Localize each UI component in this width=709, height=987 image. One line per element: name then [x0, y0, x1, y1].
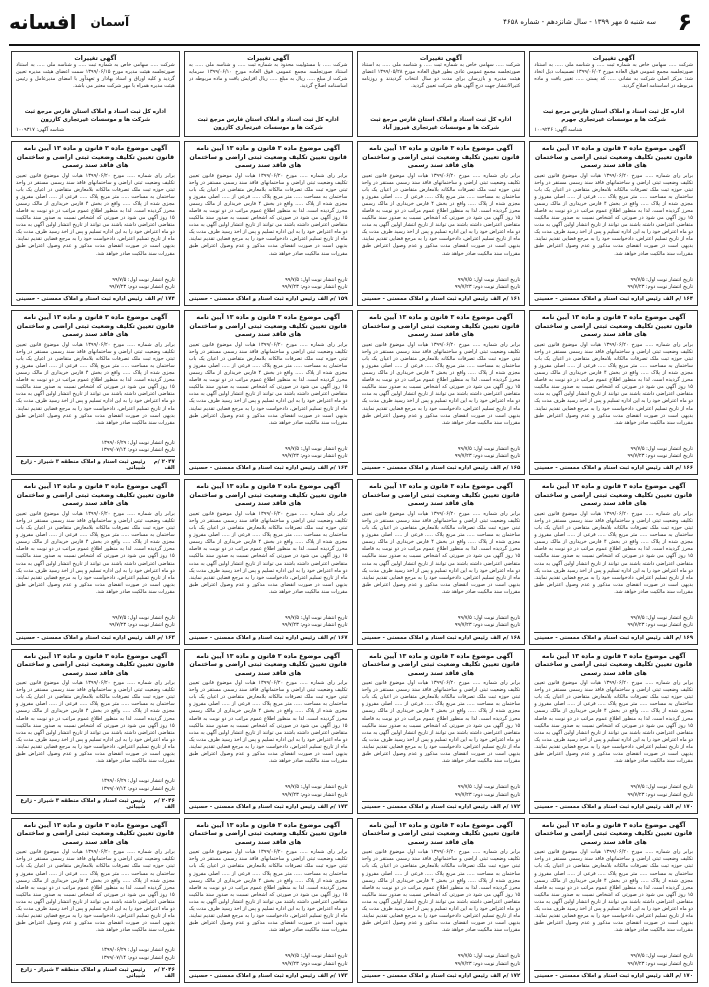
- ad-title: آگهی موضوع ماده ۳ قانون و ماده ۱۳ آیین نامه قانون تعیین تکلیف وضعیت ثبتی اراضی و ساختمان های فاقد سند رسمی: [16, 821, 175, 846]
- ad-signer: رئیس اداره ثبت اسناد و املاک ممسنی - حسینی: [534, 465, 661, 472]
- ad-footer: [534, 293, 693, 302]
- ad-dates: [16, 778, 175, 793]
- ad-dates: [534, 784, 693, 799]
- ad-code: ۲۰۴۶ /م الف: [153, 966, 175, 979]
- second-publish-date: تاریخ انتشار نوبت دوم: ۹۹/۷/۲۳: [454, 453, 521, 460]
- ad-body: برابر رای شماره ..... مورخ ۱۳۹۹/۰۶/۲۰ هیات اول موضوع قانون تعیین تکلیف وضعیت ثبتی اراضی و ساختمانهای فاقد سند رسمی مستقر در واحد ثبتی حوزه ثبت ملک تصرفات مالکانه بلامعارض متقاضی در اعیان یک باب ساختمان به مساحت ..... متر مربع پلاک ..... فرعی از ..... اصلی مفروز و مجزی شده از پلاک ..... واقع در بخش ۴ فارس خریداری از مالک رسمی محرز گردیده است. لذا به منظور اطلاع عموم مراتب در دو نوبت به فاصله ۱۵ روز آگهی می شود در صورتی که اشخاص نسبت به صدور سند مالکیت متقاضی اعتراضی داشته باشند می توانند از تاریخ انتشار اولین آگهی به مدت دو ماه اعتراض خود را به این اداره تسلیم و پس از اخذ رسید ظرف مدت یک ماه از تاریخ تسلیم اعتراض، دادخواست خود را به مرجع قضایی تقدیم نمایند. بدیهی است در صورت انقضای مدت مذکور و عدم وصول اعتراض طبق مقررات سند مالکیت صادر خواهد شد.: [534, 680, 693, 765]
- ad-footer: [534, 970, 693, 979]
- ad-dates: [362, 615, 521, 630]
- first-publish-date: تاریخ انتشار نوبت اول: ۹۹/۷/۵: [457, 445, 521, 452]
- masthead-center: [76, 15, 670, 29]
- ad-title: آگهی موضوع ماده ۳ قانون و ماده ۱۳ آیین نامه قانون تعیین تکلیف وضعیت ثبتی اراضی و ساختمان های فاقد سند رسمی: [189, 314, 347, 339]
- ad-signer: رئیس اداره ثبت اسناد و املاک ممسنی - حسینی: [361, 634, 488, 641]
- legal-notice: [529, 649, 698, 814]
- ad-code: ۱۷۰ /م الف: [663, 972, 693, 979]
- legal-notice: [357, 141, 526, 306]
- ad-body: برابر رای شماره ..... مورخ ۱۳۹۹/۰۶/۲۰ هیات اول موضوع قانون تعیین تکلیف وضعیت ثبتی اراضی و ساختمانهای فاقد سند رسمی مستقر در واحد ثبتی حوزه ثبت ملک تصرفات مالکانه بلامعارض متقاضی در اعیان یک باب ساختمان به مساحت ..... متر مربع پلاک ..... فرعی از ..... اصلی مفروز و مجزی شده از پلاک ..... واقع در بخش ۴ فارس خریداری از مالک رسمی محرز گردیده است. لذا به منظور اطلاع عموم مراتب در دو نوبت به فاصله ۱۵ روز آگهی می شود در صورتی که اشخاص نسبت به صدور سند مالکیت متقاضی اعتراضی داشته باشند می توانند از تاریخ انتشار اولین آگهی به مدت دو ماه اعتراض خود را به این اداره تسلیم و پس از اخذ رسید ظرف مدت یک ماه از تاریخ تسلیم اعتراض، دادخواست خود را به مرجع قضایی تقدیم نمایند. بدیهی است در صورت انقضای مدت مذکور و عدم وصول اعتراض طبق مقررات سند مالکیت صادر خواهد شد.: [188, 341, 348, 426]
- ad-body: برابر رای شماره ..... مورخ ۱۳۹۹/۰۶/۲۰ هیات اول موضوع قانون تعیین تکلیف وضعیت ثبتی اراضی و ساختمانهای فاقد سند رسمی مستقر در واحد ثبتی حوزه ثبت ملک تصرفات مالکانه بلامعارض متقاضی در اعیان یک باب ساختمان به مساحت ..... متر مربع پلاک ..... فرعی از ..... اصلی مفروز و مجزی شده از پلاک ..... واقع در بخش ۴ فارس خریداری از مالک رسمی محرز گردیده است. لذا به منظور اطلاع عموم مراتب در دو نوبت به فاصله ۱۵ روز آگهی می شود در صورتی که اشخاص نسبت به صدور سند مالکیت متقاضی اعتراضی داشته باشند می توانند از تاریخ انتشار اولین آگهی به مدت دو ماه اعتراض خود را به این اداره تسلیم و پس از اخذ رسید ظرف مدت یک ماه از تاریخ تسلیم اعتراض، دادخواست خود را به مرجع قضایی تقدیم نمایند. بدیهی است در صورت انقضای مدت مذکور و عدم وصول اعتراض طبق مقررات سند مالکیت صادر خواهد شد.: [534, 510, 693, 595]
- ad-body: برابر رای شماره ..... مورخ ۱۳۹۹/۰۶/۲۰ هیات اول موضوع قانون تعیین تکلیف وضعیت ثبتی اراضی و ساختمانهای فاقد سند رسمی مستقر در واحد ثبتی حوزه ثبت ملک تصرفات مالکانه بلامعارض متقاضی در اعیان یک باب ساختمان به مساحت ..... متر مربع پلاک ..... فرعی از ..... اصلی مفروز و مجزی شده از پلاک ..... واقع در بخش ۴ فارس خریداری از مالک رسمی محرز گردیده است. لذا به منظور اطلاع عموم مراتب در دو نوبت به فاصله ۱۵ روز آگهی می شود در صورتی که اشخاص نسبت به صدور سند مالکیت متقاضی اعتراضی داشته باشند می توانند از تاریخ انتشار اولین آگهی به مدت دو ماه اعتراض خود را به این اداره تسلیم و پس از اخذ رسید ظرف مدت یک ماه از تاریخ تسلیم اعتراض، دادخواست خود را به مرجع قضایی تقدیم نمایند. بدیهی است در صورت انقضای مدت مذکور و عدم وصول اعتراض طبق مقررات سند مالکیت صادر خواهد شد.: [16, 172, 175, 257]
- ad-dates: [534, 277, 693, 292]
- second-publish-date: تاریخ انتشار نوبت دوم: ۱۳۹۹/۰۷/۱۴: [101, 447, 175, 454]
- ad-footer: [362, 462, 521, 471]
- ad-dates: [362, 953, 521, 968]
- ad-dates: [362, 277, 521, 292]
- ad-signer: رئیس اداره ثبت اسناد و املاک ممسنی - حسینی: [361, 972, 488, 979]
- ad-signer: رئیس اداره ثبت اسناد و املاک ممسنی - حسینی: [188, 972, 316, 979]
- first-publish-date: تاریخ انتشار نوبت اول: ۹۹/۷/۵: [630, 276, 693, 283]
- legal-notice: [11, 310, 180, 475]
- ad-footer: [16, 293, 175, 302]
- second-publish-date: تاریخ انتشار نوبت دوم: ۹۹/۷/۲۳: [454, 283, 521, 290]
- ad-title: آگهی موضوع ماده ۳ قانون و ماده ۱۳ آیین نامه قانون تعیین تکلیف وضعیت ثبتی اراضی و ساختمان های فاقد سند رسمی: [534, 145, 693, 169]
- legal-notice: [357, 818, 526, 983]
- ad-issuer: اداره کل ثبت اسناد و املاک استان فارس مرجع ثبت شرکت ها و موسسات غیرتجاری فیروز آباد: [370, 117, 512, 132]
- second-publish-date: تاریخ انتشار نوبت دوم: ۹۹/۷/۲۳: [282, 960, 348, 967]
- ad-body: برابر رای شماره ..... مورخ ۱۳۹۹/۰۶/۲۰ هیات اول موضوع قانون تعیین تکلیف وضعیت ثبتی اراضی و ساختمانهای فاقد سند رسمی مستقر در واحد ثبتی حوزه ثبت ملک تصرفات مالکانه بلامعارض متقاضی در اعیان یک باب ساختمان به مساحت ..... متر مربع پلاک ..... فرعی از ..... اصلی مفروز و مجزی شده از پلاک ..... واقع در بخش ۴ فارس خریداری از مالک رسمی محرز گردیده است. لذا به منظور اطلاع عموم مراتب در دو نوبت به فاصله ۱۵ روز آگهی می شود در صورتی که اشخاص نسبت به صدور سند مالکیت متقاضی اعتراضی داشته باشند می توانند از تاریخ انتشار اولین آگهی به مدت دو ماه اعتراض خود را به این اداره تسلیم و پس از اخذ رسید ظرف مدت یک ماه از تاریخ تسلیم اعتراض، دادخواست خود را به مرجع قضایی تقدیم نمایند. بدیهی است در صورت انقضای مدت مذکور و عدم وصول اعتراض طبق مقررات سند مالکیت صادر خواهد شد.: [188, 172, 348, 257]
- ad-signer: رئیس اداره ثبت اسناد و املاک ممسنی - حسینی: [534, 972, 661, 979]
- issue-line: سه شنبه ۵ مهر ۱۳۹۹ - سال شانزدهم - شماره ۴۶۵۸: [503, 18, 656, 26]
- legal-notice: [184, 818, 353, 983]
- first-publish-date: تاریخ انتشار نوبت اول: ۹۹/۷/۵: [457, 276, 521, 283]
- ad-body: برابر رای شماره ..... مورخ ۱۳۹۹/۰۶/۲۰ هیات اول موضوع قانون تعیین تکلیف وضعیت ثبتی اراضی و ساختمانهای فاقد سند رسمی مستقر در واحد ثبتی حوزه ثبت ملک تصرفات مالکانه بلامعارض متقاضی در اعیان یک باب ساختمان به مساحت ..... متر مربع پلاک ..... فرعی از ..... اصلی مفروز و مجزی شده از پلاک ..... واقع در بخش ۴ فارس خریداری از مالک رسمی محرز گردیده است. لذا به منظور اطلاع عموم مراتب در دو نوبت به فاصله ۱۵ روز آگهی می شود در صورتی که اشخاص نسبت به صدور سند مالکیت متقاضی اعتراضی داشته باشند می توانند از تاریخ انتشار اولین آگهی به مدت دو ماه اعتراض خود را به این اداره تسلیم و پس از اخذ رسید ظرف مدت یک ماه از تاریخ تسلیم اعتراض، دادخواست خود را به مرجع قضایی تقدیم نمایند. بدیهی است در صورت انقضای مدت مذکور و عدم وصول اعتراض طبق مقررات سند مالکیت صادر خواهد شد.: [188, 849, 348, 934]
- ad-title: آگهی موضوع ماده ۳ قانون و ماده ۱۳ آیین نامه قانون تعیین تکلیف وضعیت ثبتی اراضی و ساختمان های فاقد سند رسمی: [16, 145, 175, 169]
- ad-title: آگهی موضوع ماده ۳ قانون و ماده ۱۳ آیین نامه قانون تعیین تکلیف وضعیت ثبتی اراضی و ساختمان های فاقد سند رسمی: [534, 821, 693, 846]
- ad-issuer: اداره کل ثبت اسناد و املاک استان فارس مرجع ثبت شرکت ها و موسسات غیرتجاری کازرون: [197, 117, 339, 132]
- legal-notice: [357, 479, 526, 644]
- ad-dates: [16, 947, 175, 962]
- ad-title: آگهی موضوع ماده ۳ قانون و ماده ۱۳ آیین نامه قانون تعیین تکلیف وضعیت ثبتی اراضی و ساختمان های فاقد سند رسمی: [362, 483, 520, 508]
- ad-code: ۱۷۰ /م الف: [663, 803, 693, 810]
- ad-body: برابر رای شماره ..... مورخ ۱۳۹۹/۰۶/۲۰ هیات اول موضوع قانون تعیین تکلیف وضعیت ثبتی اراضی و ساختمانهای فاقد سند رسمی مستقر در واحد ثبتی حوزه ثبت ملک تصرفات مالکانه بلامعارض متقاضی در اعیان یک باب ساختمان به مساحت ..... متر مربع پلاک ..... فرعی از ..... اصلی مفروز و مجزی شده از پلاک ..... واقع در بخش ۴ فارس خریداری از مالک رسمی محرز گردیده است. لذا به منظور اطلاع عموم مراتب در دو نوبت به فاصله ۱۵ روز آگهی می شود در صورتی که اشخاص نسبت به صدور سند مالکیت متقاضی اعتراضی داشته باشند می توانند از تاریخ انتشار اولین آگهی به مدت دو ماه اعتراض خود را به این اداره تسلیم و پس از اخذ رسید ظرف مدت یک ماه از تاریخ تسلیم اعتراض، دادخواست خود را به مرجع قضایی تقدیم نمایند. بدیهی است در صورت انقضای مدت مذکور و عدم وصول اعتراض طبق مقررات سند مالکیت صادر خواهد شد.: [361, 849, 521, 934]
- ad-title: آگهی موضوع ماده ۳ قانون و ماده ۱۳ آیین نامه قانون تعیین تکلیف وضعیت ثبتی اراضی و ساختمان های فاقد سند رسمی: [189, 821, 347, 846]
- first-publish-date: تاریخ انتشار نوبت اول: ۹۹/۷/۵: [112, 276, 175, 283]
- second-publish-date: تاریخ انتشار نوبت دوم: ۹۹/۷/۲۳: [282, 791, 348, 798]
- ad-signer: رئیس اداره ثبت اسناد و املاک ممسنی - حسینی: [361, 296, 488, 303]
- ad-body: برابر رای شماره ..... مورخ ۱۳۹۹/۰۶/۲۰ هیات اول موضوع قانون تعیین تکلیف وضعیت ثبتی اراضی و ساختمانهای فاقد سند رسمی مستقر در واحد ثبتی حوزه ثبت ملک تصرفات مالکانه بلامعارض متقاضی در اعیان یک باب ساختمان به مساحت ..... متر مربع پلاک ..... فرعی از ..... اصلی مفروز و مجزی شده از پلاک ..... واقع در بخش ۴ فارس خریداری از مالک رسمی محرز گردیده است. لذا به منظور اطلاع عموم مراتب در دو نوبت به فاصله ۱۵ روز آگهی می شود در صورتی که اشخاص نسبت به صدور سند مالکیت متقاضی اعتراضی داشته باشند می توانند از تاریخ انتشار اولین آگهی به مدت دو ماه اعتراض خود را به این اداره تسلیم و پس از اخذ رسید ظرف مدت یک ماه از تاریخ تسلیم اعتراض، دادخواست خود را به مرجع قضایی تقدیم نمایند. بدیهی است در صورت انقضای مدت مذکور و عدم وصول اعتراض طبق مقررات سند مالکیت صادر خواهد شد.: [361, 341, 521, 426]
- ads-grid: [9, 49, 700, 985]
- first-publish-date: تاریخ انتشار نوبت اول: ۹۹/۷/۵: [284, 615, 348, 622]
- legal-notice: [357, 310, 526, 475]
- ad-footer: [16, 456, 175, 471]
- ad-title: آگهی موضوع ماده ۳ قانون و ماده ۱۳ آیین نامه قانون تعیین تکلیف وضعیت ثبتی اراضی و ساختمان های فاقد سند رسمی: [189, 483, 347, 508]
- ad-dates: [16, 615, 175, 630]
- newspaper-logo: افسانه: [9, 10, 77, 34]
- ad-footer: [16, 964, 175, 979]
- ad-body: شرکت ..... سهامی خاص به شماره ثبت ..... و شناسه ملی ..... به استناد صورتجلسه هیئت مدیره مورخ ۱۳۹۹/۰۶/۱۵ سمت اعضای هیئت مدیره تعیین گردید و کلیه اوراق و اسناد بهادار و تعهدآور با امضای مدیرعامل و رئیس هیئت مدیره همراه با مهر شرکت معتبر می باشد.: [16, 62, 175, 90]
- ad-footer: [534, 462, 693, 471]
- ad-code: ۲۰۴۶ /م الف: [153, 797, 175, 810]
- second-publish-date: تاریخ انتشار نوبت دوم: ۹۹/۷/۲۳: [627, 283, 693, 290]
- ad-footer: [189, 970, 348, 979]
- ad-footer: [189, 462, 348, 471]
- ad-code: ۱۷۳ /م الف: [317, 972, 348, 979]
- ad-signer: رئیس اداره ثبت اسناد و املاک ممسنی - حسینی: [361, 465, 488, 472]
- ad-body: شرکت ..... سهامی خاص به شماره ثبت ..... و شناسه ملی ..... به استناد صورتجلسه مجمع عمومی فوق العاده مورخ ۱۳۹۹/۰۶/۰۲ تصمیمات ذیل اتخاذ شد: مرکز اصلی شرکت به نشانی ..... کد پستی ..... تغییر یافت و ماده مربوطه در اساسنامه اصلاح گردید.: [534, 62, 693, 90]
- ad-footer: [362, 970, 521, 979]
- ad-body: برابر رای شماره ..... مورخ ۱۳۹۹/۰۶/۲۰ هیات اول موضوع قانون تعیین تکلیف وضعیت ثبتی اراضی و ساختمانهای فاقد سند رسمی مستقر در واحد ثبتی حوزه ثبت ملک تصرفات مالکانه بلامعارض متقاضی در اعیان یک باب ساختمان به مساحت ..... متر مربع پلاک ..... فرعی از ..... اصلی مفروز و مجزی شده از پلاک ..... واقع در بخش ۴ فارس خریداری از مالک رسمی محرز گردیده است. لذا به منظور اطلاع عموم مراتب در دو نوبت به فاصله ۱۵ روز آگهی می شود در صورتی که اشخاص نسبت به صدور سند مالکیت متقاضی اعتراضی داشته باشند می توانند از تاریخ انتشار اولین آگهی به مدت دو ماه اعتراض خود را به این اداره تسلیم و پس از اخذ رسید ظرف مدت یک ماه از تاریخ تسلیم اعتراض، دادخواست خود را به مرجع قضایی تقدیم نمایند. بدیهی است در صورت انقضای مدت مذکور و عدم وصول اعتراض طبق مقررات سند مالکیت صادر خواهد شد.: [16, 849, 175, 934]
- ad-dates: [16, 440, 175, 455]
- ad-code: ۱۷۲ /م الف: [490, 972, 521, 979]
- legal-notice: [184, 649, 353, 814]
- legal-notice: [184, 479, 353, 644]
- masthead: [9, 0, 700, 46]
- first-publish-date: تاریخ انتشار نوبت اول: ۹۹/۷/۵: [112, 615, 175, 622]
- ad-signer: رئیس ثبت اسناد و املاک منطقه ۳ شیراز - زارع شیبانی: [20, 966, 146, 979]
- ad-signer: رئیس اداره ثبت اسناد و املاک ممسنی - حسینی: [534, 296, 661, 303]
- legal-notice: [11, 649, 180, 814]
- first-publish-date: تاریخ انتشار نوبت اول: ۱۳۹۹/۰۶/۲۹: [101, 778, 175, 785]
- ad-title: آگهی موضوع ماده ۳ قانون و ماده ۱۳ آیین نامه قانون تعیین تکلیف وضعیت ثبتی اراضی و ساختمان های فاقد سند رسمی: [534, 483, 693, 508]
- ad-body: برابر رای شماره ..... مورخ ۱۳۹۹/۰۶/۲۰ هیات اول موضوع قانون تعیین تکلیف وضعیت ثبتی اراضی و ساختمانهای فاقد سند رسمی مستقر در واحد ثبتی حوزه ثبت ملک تصرفات مالکانه بلامعارض متقاضی در اعیان یک باب ساختمان به مساحت ..... متر مربع پلاک ..... فرعی از ..... اصلی مفروز و مجزی شده از پلاک ..... واقع در بخش ۴ فارس خریداری از مالک رسمی محرز گردیده است. لذا به منظور اطلاع عموم مراتب در دو نوبت به فاصله ۱۵ روز آگهی می شود در صورتی که اشخاص نسبت به صدور سند مالکیت متقاضی اعتراضی داشته باشند می توانند از تاریخ انتشار اولین آگهی به مدت دو ماه اعتراض خود را به این اداره تسلیم و پس از اخذ رسید ظرف مدت یک ماه از تاریخ تسلیم اعتراض، دادخواست خود را به مرجع قضایی تقدیم نمایند. بدیهی است در صورت انقضای مدت مذکور و عدم وصول اعتراض طبق مقررات سند مالکیت صادر خواهد شد.: [534, 849, 693, 934]
- ad-body: شرکت ..... سهامی خاص به شماره ثبت ..... و شناسه ملی ..... به استناد صورتجلسه مجمع عمومی عادی بطور فوق العاده مورخ ۱۳۹۹/۰۵/۲۸ اعضای هیئت مدیره و بازرسان برای مدت دو سال انتخاب گردیدند و روزنامه کثیرالانتشار جهت درج آگهی های شرکت تعیین گردید.: [361, 62, 521, 90]
- ad-footer: [16, 632, 175, 641]
- ad-title: آگهی موضوع ماده ۳ قانون و ماده ۱۳ آیین نامه قانون تعیین تکلیف وضعیت ثبتی اراضی و ساختمان های فاقد سند رسمی: [16, 483, 175, 508]
- ad-title: آگهی موضوع ماده ۳ قانون و ماده ۱۳ آیین نامه قانون تعیین تکلیف وضعیت ثبتی اراضی و ساختمان های فاقد سند رسمی: [362, 145, 520, 169]
- ad-body: برابر رای شماره ..... مورخ ۱۳۹۹/۰۶/۲۰ هیات اول موضوع قانون تعیین تکلیف وضعیت ثبتی اراضی و ساختمانهای فاقد سند رسمی مستقر در واحد ثبتی حوزه ثبت ملک تصرفات مالکانه بلامعارض متقاضی در اعیان یک باب ساختمان به مساحت ..... متر مربع پلاک ..... فرعی از ..... اصلی مفروز و مجزی شده از پلاک ..... واقع در بخش ۴ فارس خریداری از مالک رسمی محرز گردیده است. لذا به منظور اطلاع عموم مراتب در دو نوبت به فاصله ۱۵ روز آگهی می شود در صورتی که اشخاص نسبت به صدور سند مالکیت متقاضی اعتراضی داشته باشند می توانند از تاریخ انتشار اولین آگهی به مدت دو ماه اعتراض خود را به این اداره تسلیم و پس از اخذ رسید ظرف مدت یک ماه از تاریخ تسلیم اعتراض، دادخواست خود را به مرجع قضایی تقدیم نمایند. بدیهی است در صورت انقضای مدت مذکور و عدم وصول اعتراض طبق مقررات سند مالکیت صادر خواهد شد.: [16, 341, 175, 426]
- second-publish-date: تاریخ انتشار نوبت دوم: ۹۹/۷/۲۳: [454, 960, 521, 967]
- legal-notice: [357, 649, 526, 814]
- ad-title: آگهی تغییرات: [247, 55, 290, 62]
- ad-dates: [189, 784, 348, 799]
- ad-footer: [189, 801, 348, 810]
- page-number: ۶: [677, 8, 693, 36]
- first-publish-date: تاریخ انتشار نوبت اول: ۹۹/۷/۵: [457, 784, 521, 791]
- ad-footer: [362, 632, 521, 641]
- ad-dates: [534, 953, 693, 968]
- first-publish-date: تاریخ انتشار نوبت اول: ۱۳۹۹/۰۶/۲۹: [101, 947, 175, 954]
- ad-footer: [362, 293, 521, 302]
- ad-footer: [16, 795, 175, 810]
- ad-dates: [189, 277, 348, 292]
- ad-body: برابر رای شماره ..... مورخ ۱۳۹۹/۰۶/۲۰ هیات اول موضوع قانون تعیین تکلیف وضعیت ثبتی اراضی و ساختمانهای فاقد سند رسمی مستقر در واحد ثبتی حوزه ثبت ملک تصرفات مالکانه بلامعارض متقاضی در اعیان یک باب ساختمان به مساحت ..... متر مربع پلاک ..... فرعی از ..... اصلی مفروز و مجزی شده از پلاک ..... واقع در بخش ۴ فارس خریداری از مالک رسمی محرز گردیده است. لذا به منظور اطلاع عموم مراتب در دو نوبت به فاصله ۱۵ روز آگهی می شود در صورتی که اشخاص نسبت به صدور سند مالکیت متقاضی اعتراضی داشته باشند می توانند از تاریخ انتشار اولین آگهی به مدت دو ماه اعتراض خود را به این اداره تسلیم و پس از اخذ رسید ظرف مدت یک ماه از تاریخ تسلیم اعتراض، دادخواست خود را به مرجع قضایی تقدیم نمایند. بدیهی است در صورت انقضای مدت مذکور و عدم وصول اعتراض طبق مقررات سند مالکیت صادر خواهد شد.: [16, 680, 175, 765]
- first-publish-date: تاریخ انتشار نوبت اول: ۹۹/۷/۵: [630, 615, 693, 622]
- second-publish-date: تاریخ انتشار نوبت دوم: ۹۹/۷/۲۳: [627, 622, 693, 629]
- second-publish-date: تاریخ انتشار نوبت دوم: ۹۹/۷/۲۳: [109, 622, 175, 629]
- first-publish-date: تاریخ انتشار نوبت اول: ۹۹/۷/۵: [284, 784, 348, 791]
- ad-dates: [189, 953, 348, 968]
- ad-body: برابر رای شماره ..... مورخ ۱۳۹۹/۰۶/۲۰ هیات اول موضوع قانون تعیین تکلیف وضعیت ثبتی اراضی و ساختمانهای فاقد سند رسمی مستقر در واحد ثبتی حوزه ثبت ملک تصرفات مالکانه بلامعارض متقاضی در اعیان یک باب ساختمان به مساحت ..... متر مربع پلاک ..... فرعی از ..... اصلی مفروز و مجزی شده از پلاک ..... واقع در بخش ۴ فارس خریداری از مالک رسمی محرز گردیده است. لذا به منظور اطلاع عموم مراتب در دو نوبت به فاصله ۱۵ روز آگهی می شود در صورتی که اشخاص نسبت به صدور سند مالکیت متقاضی اعتراضی داشته باشند می توانند از تاریخ انتشار اولین آگهی به مدت دو ماه اعتراض خود را به این اداره تسلیم و پس از اخذ رسید ظرف مدت یک ماه از تاریخ تسلیم اعتراض، دادخواست خود را به مرجع قضایی تقدیم نمایند. بدیهی است در صورت انقضای مدت مذکور و عدم وصول اعتراض طبق مقررات سند مالکیت صادر خواهد شد.: [534, 172, 693, 257]
- legal-notice: [529, 141, 698, 306]
- ad-body: برابر رای شماره ..... مورخ ۱۳۹۹/۰۶/۲۰ هیات اول موضوع قانون تعیین تکلیف وضعیت ثبتی اراضی و ساختمانهای فاقد سند رسمی مستقر در واحد ثبتی حوزه ثبت ملک تصرفات مالکانه بلامعارض متقاضی در اعیان یک باب ساختمان به مساحت ..... متر مربع پلاک ..... فرعی از ..... اصلی مفروز و مجزی شده از پلاک ..... واقع در بخش ۴ فارس خریداری از مالک رسمی محرز گردیده است. لذا به منظور اطلاع عموم مراتب در دو نوبت به فاصله ۱۵ روز آگهی می شود در صورتی که اشخاص نسبت به صدور سند مالکیت متقاضی اعتراضی داشته باشند می توانند از تاریخ انتشار اولین آگهی به مدت دو ماه اعتراض خود را به این اداره تسلیم و پس از اخذ رسید ظرف مدت یک ماه از تاریخ تسلیم اعتراض، دادخواست خود را به مرجع قضایی تقدیم نمایند. بدیهی است در صورت انقضای مدت مذکور و عدم وصول اعتراض طبق مقررات سند مالکیت صادر خواهد شد.: [188, 680, 348, 765]
- second-publish-date: تاریخ انتشار نوبت دوم: ۹۹/۷/۲۳: [627, 960, 693, 967]
- top-ad: [529, 51, 698, 137]
- ad-body: شرکت ..... با مسئولیت محدود به شماره ثبت ..... و شناسه ملی ..... به استناد صورتجلسه مجمع عمومی فوق العاده مورخ ۱۳۹۹/۰۶/۱۰ سرمایه شرکت از مبلغ ..... ریال به مبلغ ..... ریال افزایش یافت و ماده مربوطه در اساسنامه اصلاح گردید.: [188, 62, 348, 90]
- second-publish-date: تاریخ انتشار نوبت دوم: ۹۹/۷/۲۳: [109, 283, 175, 290]
- ad-body: برابر رای شماره ..... مورخ ۱۳۹۹/۰۶/۲۰ هیات اول موضوع قانون تعیین تکلیف وضعیت ثبتی اراضی و ساختمانهای فاقد سند رسمی مستقر در واحد ثبتی حوزه ثبت ملک تصرفات مالکانه بلامعارض متقاضی در اعیان یک باب ساختمان به مساحت ..... متر مربع پلاک ..... فرعی از ..... اصلی مفروز و مجزی شده از پلاک ..... واقع در بخش ۴ فارس خریداری از مالک رسمی محرز گردیده است. لذا به منظور اطلاع عموم مراتب در دو نوبت به فاصله ۱۵ روز آگهی می شود در صورتی که اشخاص نسبت به صدور سند مالکیت متقاضی اعتراضی داشته باشند می توانند از تاریخ انتشار اولین آگهی به مدت دو ماه اعتراض خود را به این اداره تسلیم و پس از اخذ رسید ظرف مدت یک ماه از تاریخ تسلیم اعتراض، دادخواست خود را به مرجع قضایی تقدیم نمایند. بدیهی است در صورت انقضای مدت مذکور و عدم وصول اعتراض طبق مقررات سند مالکیت صادر خواهد شد.: [16, 510, 175, 595]
- ad-signer: رئیس اداره ثبت اسناد و املاک ممسنی - حسینی: [361, 803, 488, 810]
- ad-code: ۱۶۱ /م الف: [490, 296, 521, 303]
- ad-signer: رئیس اداره ثبت اسناد و املاک ممسنی - حسینی: [16, 634, 143, 641]
- legal-notice: [529, 310, 698, 475]
- ad-body: برابر رای شماره ..... مورخ ۱۳۹۹/۰۶/۲۰ هیات اول موضوع قانون تعیین تکلیف وضعیت ثبتی اراضی و ساختمانهای فاقد سند رسمی مستقر در واحد ثبتی حوزه ثبت ملک تصرفات مالکانه بلامعارض متقاضی در اعیان یک باب ساختمان به مساحت ..... متر مربع پلاک ..... فرعی از ..... اصلی مفروز و مجزی شده از پلاک ..... واقع در بخش ۴ فارس خریداری از مالک رسمی محرز گردیده است. لذا به منظور اطلاع عموم مراتب در دو نوبت به فاصله ۱۵ روز آگهی می شود در صورتی که اشخاص نسبت به صدور سند مالکیت متقاضی اعتراضی داشته باشند می توانند از تاریخ انتشار اولین آگهی به مدت دو ماه اعتراض خود را به این اداره تسلیم و پس از اخذ رسید ظرف مدت یک ماه از تاریخ تسلیم اعتراض، دادخواست خود را به مرجع قضایی تقدیم نمایند. بدیهی است در صورت انقضای مدت مذکور و عدم وصول اعتراض طبق مقررات سند مالکیت صادر خواهد شد.: [361, 510, 521, 595]
- first-publish-date: تاریخ انتشار نوبت اول: ۹۹/۷/۵: [630, 784, 693, 791]
- ad-body: برابر رای شماره ..... مورخ ۱۳۹۹/۰۶/۲۰ هیات اول موضوع قانون تعیین تکلیف وضعیت ثبتی اراضی و ساختمانهای فاقد سند رسمی مستقر در واحد ثبتی حوزه ثبت ملک تصرفات مالکانه بلامعارض متقاضی در اعیان یک باب ساختمان به مساحت ..... متر مربع پلاک ..... فرعی از ..... اصلی مفروز و مجزی شده از پلاک ..... واقع در بخش ۴ فارس خریداری از مالک رسمی محرز گردیده است. لذا به منظور اطلاع عموم مراتب در دو نوبت به فاصله ۱۵ روز آگهی می شود در صورتی که اشخاص نسبت به صدور سند مالکیت متقاضی اعتراضی داشته باشند می توانند از تاریخ انتشار اولین آگهی به مدت دو ماه اعتراض خود را به این اداره تسلیم و پس از اخذ رسید ظرف مدت یک ماه از تاریخ تسلیم اعتراض، دادخواست خود را به مرجع قضایی تقدیم نمایند. بدیهی است در صورت انقضای مدت مذکور و عدم وصول اعتراض طبق مقررات سند مالکیت صادر خواهد شد.: [534, 341, 693, 426]
- ad-code: ۱۶۴ /م الف: [663, 296, 693, 303]
- ad-body: برابر رای شماره ..... مورخ ۱۳۹۹/۰۶/۲۰ هیات اول موضوع قانون تعیین تکلیف وضعیت ثبتی اراضی و ساختمانهای فاقد سند رسمی مستقر در واحد ثبتی حوزه ثبت ملک تصرفات مالکانه بلامعارض متقاضی در اعیان یک باب ساختمان به مساحت ..... متر مربع پلاک ..... فرعی از ..... اصلی مفروز و مجزی شده از پلاک ..... واقع در بخش ۴ فارس خریداری از مالک رسمی محرز گردیده است. لذا به منظور اطلاع عموم مراتب در دو نوبت به فاصله ۱۵ روز آگهی می شود در صورتی که اشخاص نسبت به صدور سند مالکیت متقاضی اعتراضی داشته باشند می توانند از تاریخ انتشار اولین آگهی به مدت دو ماه اعتراض خود را به این اداره تسلیم و پس از اخذ رسید ظرف مدت یک ماه از تاریخ تسلیم اعتراض، دادخواست خود را به مرجع قضایی تقدیم نمایند. بدیهی است در صورت انقضای مدت مذکور و عدم وصول اعتراض طبق مقررات سند مالکیت صادر خواهد شد.: [361, 680, 521, 765]
- ad-signer: رئیس ثبت اسناد و املاک منطقه ۳ شیراز - زارع شیبانی: [20, 797, 146, 810]
- ad-code: ۱۶۸ /م الف: [490, 634, 521, 641]
- ad-dates: [534, 615, 693, 630]
- ad-code: ۱۶۷ /م الف: [317, 634, 348, 641]
- ad-title: آگهی موضوع ماده ۳ قانون و ماده ۱۳ آیین نامه قانون تعیین تکلیف وضعیت ثبتی اراضی و ساختمان های فاقد سند رسمی: [534, 652, 693, 677]
- first-publish-date: تاریخ انتشار نوبت اول: ۹۹/۷/۵: [457, 953, 521, 960]
- top-ad: [11, 51, 180, 137]
- second-publish-date: تاریخ انتشار نوبت دوم: ۹۹/۷/۲۳: [282, 453, 348, 460]
- legal-notice: [184, 141, 353, 306]
- ad-body: برابر رای شماره ..... مورخ ۱۳۹۹/۰۶/۲۰ هیات اول موضوع قانون تعیین تکلیف وضعیت ثبتی اراضی و ساختمانهای فاقد سند رسمی مستقر در واحد ثبتی حوزه ثبت ملک تصرفات مالکانه بلامعارض متقاضی در اعیان یک باب ساختمان به مساحت ..... متر مربع پلاک ..... فرعی از ..... اصلی مفروز و مجزی شده از پلاک ..... واقع در بخش ۴ فارس خریداری از مالک رسمی محرز گردیده است. لذا به منظور اطلاع عموم مراتب در دو نوبت به فاصله ۱۵ روز آگهی می شود در صورتی که اشخاص نسبت به صدور سند مالکیت متقاضی اعتراضی داشته باشند می توانند از تاریخ انتشار اولین آگهی به مدت دو ماه اعتراض خود را به این اداره تسلیم و پس از اخذ رسید ظرف مدت یک ماه از تاریخ تسلیم اعتراض، دادخواست خود را به مرجع قضایی تقدیم نمایند. بدیهی است در صورت انقضای مدت مذکور و عدم وصول اعتراض طبق مقررات سند مالکیت صادر خواهد شد.: [188, 510, 348, 595]
- ad-dates: [534, 446, 693, 461]
- ad-issuer: اداره کل ثبت اسناد و املاک استان فارس مرجع ثبت شرکت ها و موسسات غیرتجاری جهرم: [543, 109, 685, 124]
- ad-id: شناسه آگهی: ۱۰۰۹۳۱۷: [16, 127, 65, 133]
- ad-code: ۱۷۳ /م الف: [317, 803, 348, 810]
- ad-title: آگهی موضوع ماده ۳ قانون و ماده ۱۳ آیین نامه قانون تعیین تکلیف وضعیت ثبتی اراضی و ساختمان های فاقد سند رسمی: [16, 652, 175, 677]
- ad-signer: رئیس اداره ثبت اسناد و املاک ممسنی - حسینی: [188, 634, 316, 641]
- ad-code: ۲۰۴۷ /م الف: [153, 459, 175, 472]
- first-publish-date: تاریخ انتشار نوبت اول: ۹۹/۷/۵: [630, 953, 693, 960]
- second-publish-date: تاریخ انتشار نوبت دوم: ۹۹/۷/۲۳: [282, 283, 348, 290]
- second-publish-date: تاریخ انتشار نوبت دوم: ۱۳۹۹/۰۷/۱۴: [101, 954, 175, 961]
- ad-issuer: اداره کل ثبت اسناد و املاک استان فارس مرجع ثبت شرکت ها و موسسات غیرتجاری کازرون: [24, 109, 166, 124]
- first-publish-date: تاریخ انتشار نوبت اول: ۹۹/۷/۵: [284, 445, 348, 452]
- ad-signer: رئیس اداره ثبت اسناد و املاک ممسنی - حسینی: [534, 634, 661, 641]
- ad-body: برابر رای شماره ..... مورخ ۱۳۹۹/۰۶/۲۰ هیات اول موضوع قانون تعیین تکلیف وضعیت ثبتی اراضی و ساختمانهای فاقد سند رسمی مستقر در واحد ثبتی حوزه ثبت ملک تصرفات مالکانه بلامعارض متقاضی در اعیان یک باب ساختمان به مساحت ..... متر مربع پلاک ..... فرعی از ..... اصلی مفروز و مجزی شده از پلاک ..... واقع در بخش ۴ فارس خریداری از مالک رسمی محرز گردیده است. لذا به منظور اطلاع عموم مراتب در دو نوبت به فاصله ۱۵ روز آگهی می شود در صورتی که اشخاص نسبت به صدور سند مالکیت متقاضی اعتراضی داشته باشند می توانند از تاریخ انتشار اولین آگهی به مدت دو ماه اعتراض خود را به این اداره تسلیم و پس از اخذ رسید ظرف مدت یک ماه از تاریخ تسلیم اعتراض، دادخواست خود را به مرجع قضایی تقدیم نمایند. بدیهی است در صورت انقضای مدت مذکور و عدم وصول اعتراض طبق مقررات سند مالکیت صادر خواهد شد.: [361, 172, 521, 257]
- ad-title: آگهی موضوع ماده ۳ قانون و ماده ۱۳ آیین نامه قانون تعیین تکلیف وضعیت ثبتی اراضی و ساختمان های فاقد سند رسمی: [189, 145, 347, 169]
- ad-signer: رئیس ثبت اسناد و املاک منطقه ۳ شیراز - زارع شیبانی: [20, 459, 146, 472]
- second-publish-date: تاریخ انتشار نوبت دوم: ۹۹/۷/۲۳: [282, 622, 348, 629]
- second-publish-date: تاریخ انتشار نوبت دوم: ۱۳۹۹/۰۷/۱۴: [101, 785, 175, 792]
- first-publish-date: تاریخ انتشار نوبت اول: ۹۹/۷/۵: [284, 276, 348, 283]
- legal-notice: [11, 479, 180, 644]
- ad-id: شناسه آگهی: ۱۰۰۹۲۴۶: [534, 127, 583, 133]
- ad-title: آگهی موضوع ماده ۳ قانون و ماده ۱۳ آیین نامه قانون تعیین تکلیف وضعیت ثبتی اراضی و ساختمان های فاقد سند رسمی: [534, 314, 693, 339]
- ad-signer: رئیس اداره ثبت اسناد و املاک ممسنی - حسینی: [534, 803, 661, 810]
- top-ad: [184, 51, 353, 137]
- ad-signer: رئیس اداره ثبت اسناد و املاک ممسنی - حسینی: [188, 803, 316, 810]
- ad-signer: رئیس اداره ثبت اسناد و املاک ممسنی - حسینی: [188, 465, 316, 472]
- ad-code: ۱۶۴ /م الف: [317, 465, 348, 472]
- top-ad: [357, 51, 526, 137]
- ad-title: آگهی موضوع ماده ۳ قانون و ماده ۱۳ آیین نامه قانون تعیین تکلیف وضعیت ثبتی اراضی و ساختمان های فاقد سند رسمی: [362, 821, 520, 846]
- second-publish-date: تاریخ انتشار نوبت دوم: ۹۹/۷/۲۳: [454, 622, 521, 629]
- ad-footer: [534, 632, 693, 641]
- ad-title: آگهی موضوع ماده ۳ قانون و ماده ۱۳ آیین نامه قانون تعیین تکلیف وضعیت ثبتی اراضی و ساختمان های فاقد سند رسمی: [362, 652, 520, 677]
- ad-code: ۱۵۹ /م الف: [317, 296, 348, 303]
- ad-footer: [189, 293, 348, 302]
- ad-code: ۱۷۲ /م الف: [490, 803, 521, 810]
- second-publish-date: تاریخ انتشار نوبت دوم: ۹۹/۷/۲۳: [627, 453, 693, 460]
- legal-notice: [184, 310, 353, 475]
- brand-name: آسمان: [90, 15, 130, 29]
- ad-dates: [362, 446, 521, 461]
- ad-code: ۱۷۴ /م الف: [144, 296, 175, 303]
- ad-code: ۱۶۹ /م الف: [663, 634, 693, 641]
- first-publish-date: تاریخ انتشار نوبت اول: ۹۹/۷/۵: [284, 953, 348, 960]
- ad-dates: [362, 784, 521, 799]
- legal-notice: [11, 141, 180, 306]
- ad-signer: رئیس اداره ثبت اسناد و املاک ممسنی - حسینی: [16, 296, 143, 303]
- second-publish-date: تاریخ انتشار نوبت دوم: ۹۹/۷/۲۳: [454, 791, 521, 798]
- ad-footer: [362, 801, 521, 810]
- ad-title: آگهی موضوع ماده ۳ قانون و ماده ۱۳ آیین نامه قانون تعیین تکلیف وضعیت ثبتی اراضی و ساختمان های فاقد سند رسمی: [362, 314, 520, 339]
- legal-notice: [11, 818, 180, 983]
- second-publish-date: تاریخ انتشار نوبت دوم: ۹۹/۷/۲۳: [627, 791, 693, 798]
- ad-code: ۱۶۶ /م الف: [663, 465, 693, 472]
- ad-dates: [16, 277, 175, 292]
- ad-code: ۱۶۵ /م الف: [490, 465, 521, 472]
- ad-code: ۱۶۳ /م الف: [144, 634, 175, 641]
- first-publish-date: تاریخ انتشار نوبت اول: ۹۹/۷/۵: [630, 445, 693, 452]
- ad-title: آگهی موضوع ماده ۳ قانون و ماده ۱۳ آیین نامه قانون تعیین تکلیف وضعیت ثبتی اراضی و ساختمان های فاقد سند رسمی: [16, 314, 175, 339]
- ad-dates: [189, 446, 348, 461]
- legal-notice: [529, 818, 698, 983]
- ad-signer: رئیس اداره ثبت اسناد و املاک ممسنی - حسینی: [188, 296, 316, 303]
- ad-dates: [189, 615, 348, 630]
- first-publish-date: تاریخ انتشار نوبت اول: ۹۹/۷/۵: [457, 615, 521, 622]
- legal-notice: [529, 479, 698, 644]
- ad-footer: [534, 801, 693, 810]
- ad-title: آگهی تغییرات: [592, 55, 635, 62]
- ad-title: آگهی تغییرات: [419, 55, 462, 62]
- first-publish-date: تاریخ انتشار نوبت اول: ۱۳۹۹/۰۶/۲۹: [101, 439, 175, 446]
- ad-title: آگهی موضوع ماده ۳ قانون و ماده ۱۳ آیین نامه قانون تعیین تکلیف وضعیت ثبتی اراضی و ساختمان های فاقد سند رسمی: [189, 652, 347, 677]
- ad-title: آگهی تغییرات: [74, 55, 117, 62]
- ad-footer: [189, 632, 348, 641]
